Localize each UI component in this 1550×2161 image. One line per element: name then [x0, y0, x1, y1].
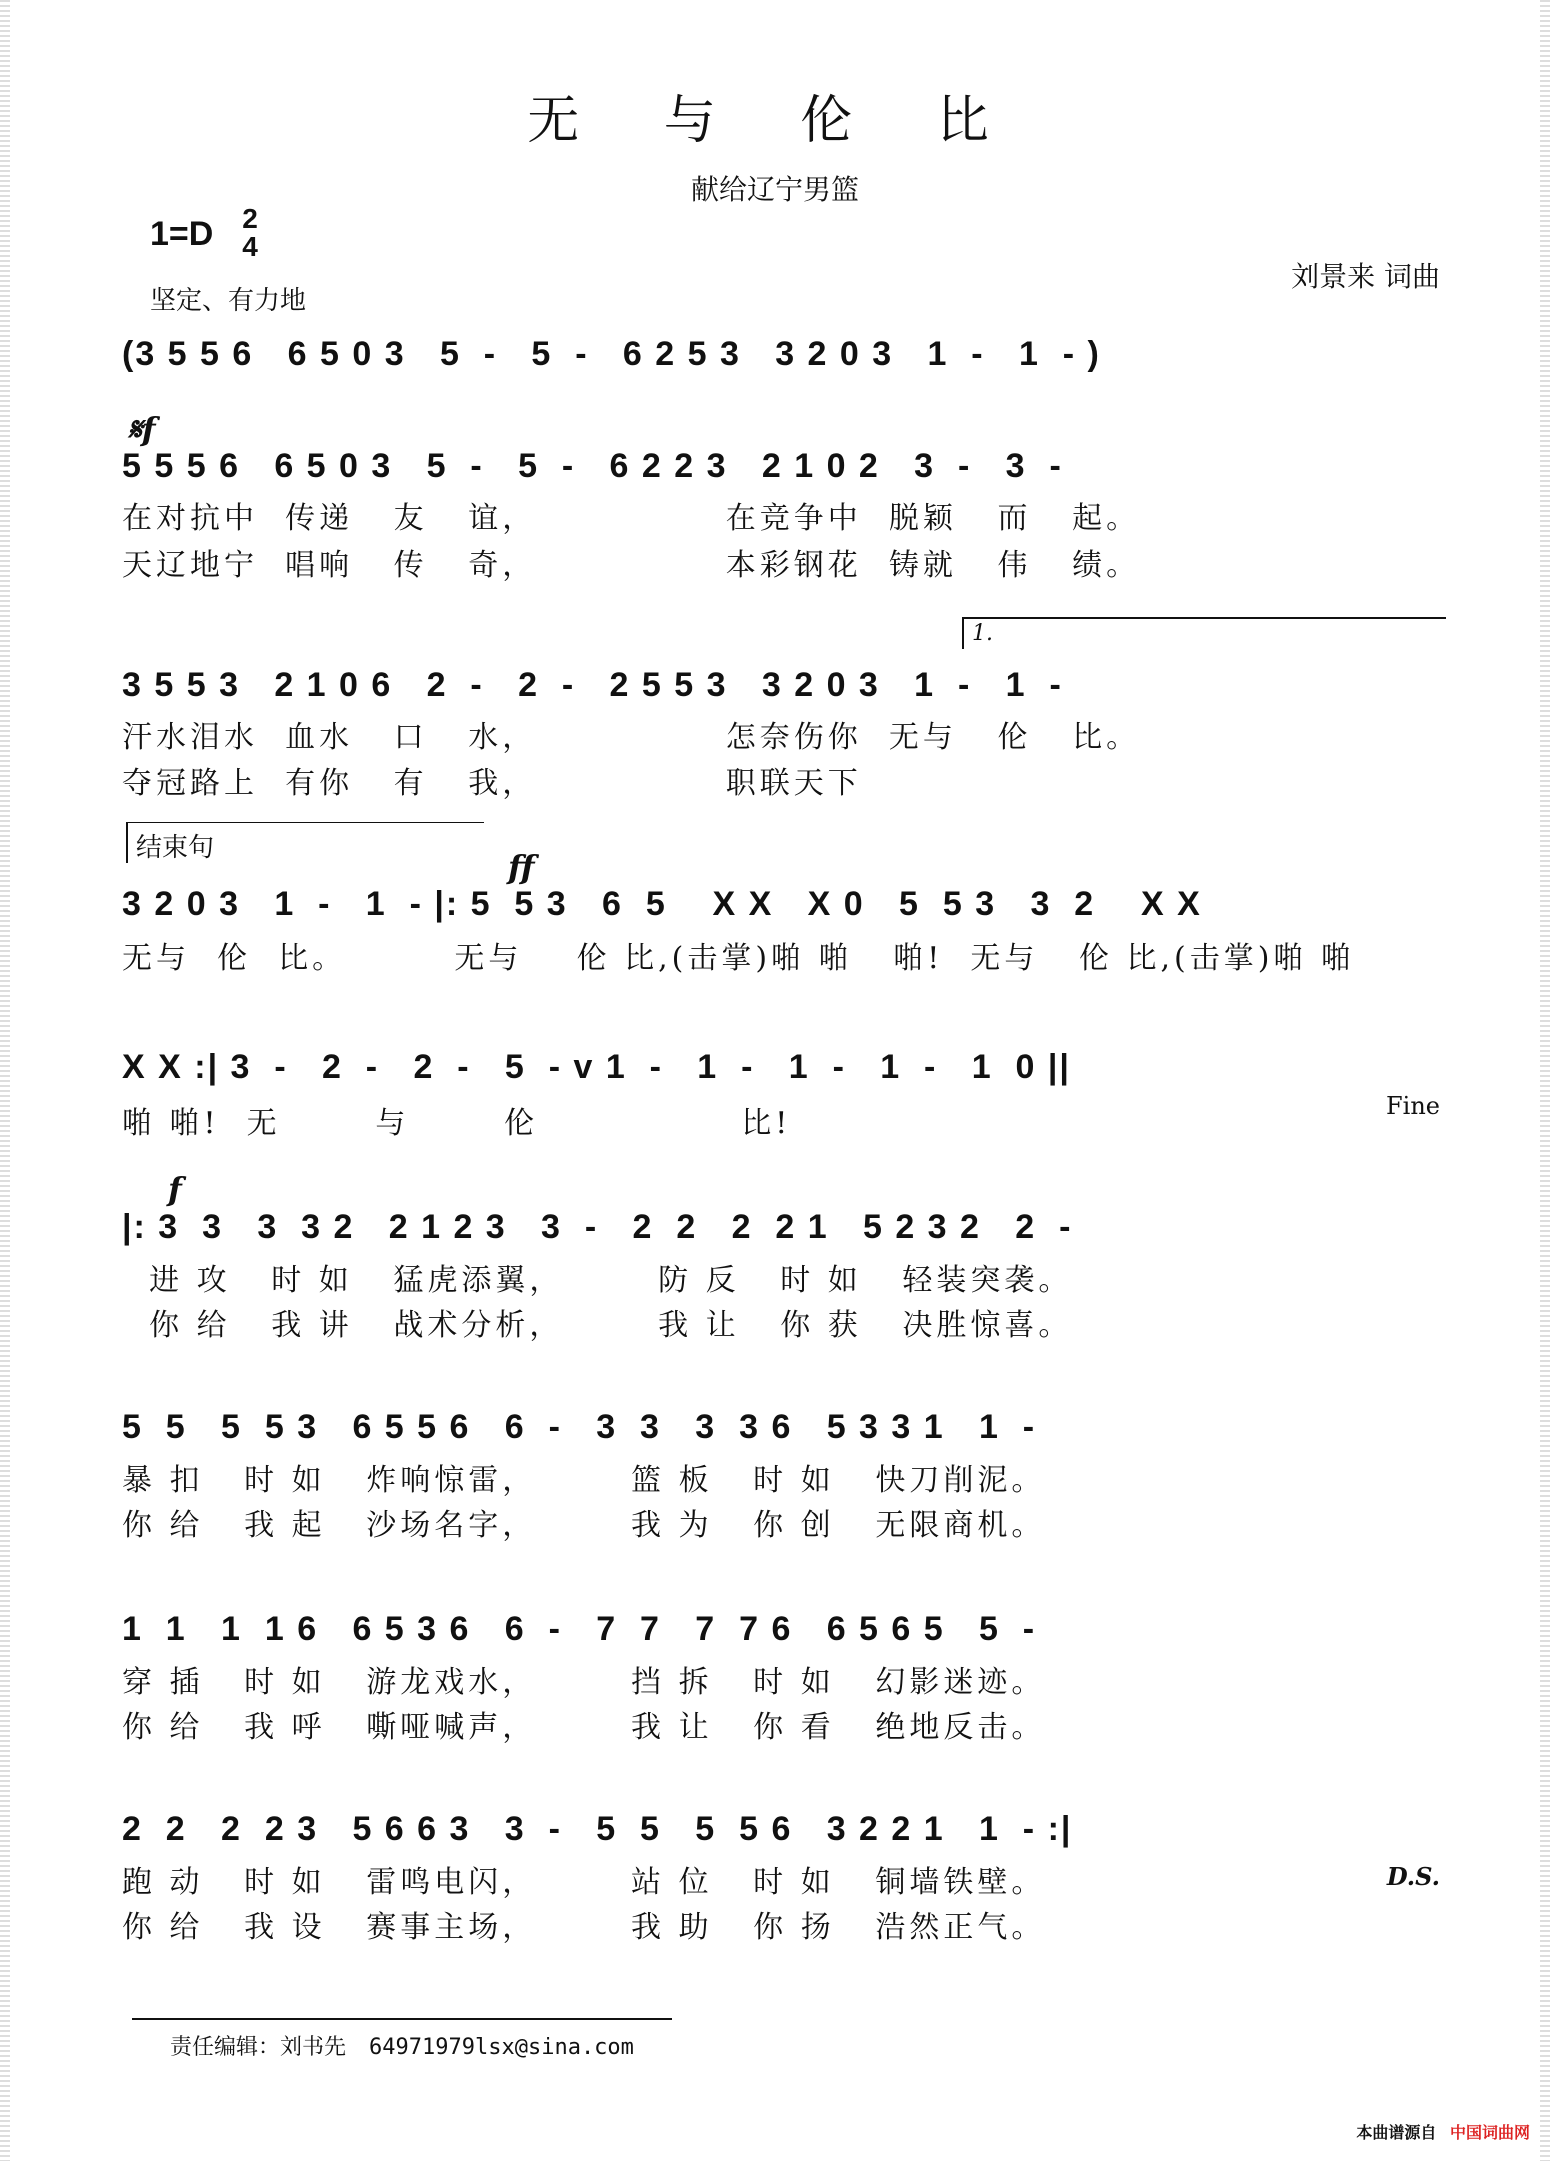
lyric-row-8-verse-1: 穿 插 时 如 游龙戏水， 挡 拆 时 如 幻影迷迹。	[122, 1665, 1046, 1700]
notes-row-1: (3 5 5 6 6 5 0 3 5 - 5 - 6 2 5 3 3 2 0 3 1 - 1 - )	[122, 335, 1101, 373]
lyric-row-3-verse-2: 夺冠路上 有你 有 我， 职联天下	[122, 766, 862, 801]
song-subtitle: 献给辽宁男篮	[690, 173, 859, 206]
notes-row-4: 3 2 0 3 1 - 1 - |: 5 5 3 6 5 X X X 0 5 5 3 3 2 X X	[122, 885, 1202, 923]
author-credit: 刘景来 词曲	[1291, 260, 1440, 293]
page-edge-right	[1540, 0, 1550, 2161]
lyric-row-9-verse-2: 你 给 我 设 赛事主场， 我 助 你 扬 浩然正气。	[122, 1910, 1046, 1945]
notes-row-5: X X :| 3 - 2 - 2 - 5 - v 1 - 1 - 1 - 1 - 1 0 ||	[122, 1048, 1071, 1086]
coda-label: 结束句	[136, 833, 215, 863]
page-edge-left	[0, 0, 10, 2161]
source-label: 本曲谱源自	[1356, 2123, 1437, 2142]
footer-divider	[132, 2018, 672, 2020]
first-ending-bracket	[962, 617, 1446, 649]
first-ending-label: 1.	[972, 621, 993, 646]
lyric-row-6-verse-1: 进 攻 时 如 猛虎添翼， 防 反 时 如 轻装突袭。	[122, 1263, 1073, 1298]
source-credit	[1356, 2120, 1530, 2143]
segno-forte-mark: 𝄋f	[128, 410, 156, 448]
lyric-row-5: 啪 啪! 无 与 伦 比!	[122, 1106, 792, 1141]
lyric-row-7-verse-2: 你 给 我 起 沙场名字， 我 为 你 创 无限商机。	[122, 1508, 1046, 1543]
notes-row-9: 2 2 2 2 3 5 6 6 3 3 - 5 5 5 5 6 3 2 2 1 1 - :|	[122, 1810, 1073, 1848]
lyric-row-3-verse-1: 汗水泪水 血水 口 水， 怎奈伤你 无与 伦 比。	[122, 720, 1141, 755]
notes-row-8: 1 1 1 1 6 6 5 3 6 6 - 7 7 7 7 6 6 5 6 5 5 -	[122, 1610, 1037, 1648]
time-top: 2	[242, 203, 258, 234]
dal-segno-marking: D.S.	[1386, 1862, 1440, 1891]
lyric-row-8-verse-2: 你 给 我 呼 嘶哑喊声， 我 让 你 看 绝地反击。	[122, 1710, 1046, 1745]
footer-credits	[170, 2030, 634, 2061]
song-title: 无 与 伦 比	[527, 91, 1023, 151]
key-signature: 1=D	[150, 215, 214, 253]
source-brand: 中国词曲网	[1449, 2123, 1530, 2142]
time-bottom: 4	[242, 231, 258, 262]
notes-row-3: 3 5 5 3 2 1 0 6 2 - 2 - 2 5 5 3 3 2 0 3 1 - 1 -	[122, 666, 1063, 704]
tempo-marking: 坚定、有力地	[150, 286, 307, 316]
notes-row-6: |: 3 3 3 3 2 2 1 2 3 3 - 2 2 2 2 1 5 2 3 2 2 -	[122, 1208, 1073, 1246]
fine-marking: Fine	[1386, 1092, 1440, 1120]
time-signature	[237, 205, 263, 261]
editor-email: 64971979lsx@sina.com	[369, 2035, 634, 2060]
coda-bracket	[126, 822, 484, 863]
lyric-row-9-verse-1: 跑 动 时 如 雷鸣电闪， 站 位 时 如 铜墙铁壁。	[122, 1865, 1046, 1900]
staff-row-1	[122, 335, 1444, 415]
forte-mark: f	[168, 1170, 182, 1208]
lyric-row-6-verse-2: 你 给 我 讲 战术分析， 我 让 你 获 决胜惊喜。	[122, 1308, 1073, 1343]
editor-credit: 责任编辑：刘书先	[170, 2035, 347, 2060]
lyric-row-2-verse-2: 天辽地宁 唱响 传 奇， 本彩钢花 铸就 伟 绩。	[122, 548, 1141, 583]
lyric-row-2-verse-1: 在对抗中 传递 友 谊， 在竞争中 脱颖 而 起。	[122, 501, 1141, 536]
notes-row-7: 5 5 5 5 3 6 5 5 6 6 - 3 3 3 3 6 5 3 3 1 1 -	[122, 1408, 1037, 1446]
fortissimo-mark: ff	[508, 848, 535, 886]
notes-row-2: 5 5 5 6 6 5 0 3 5 - 5 - 6 2 2 3 2 1 0 2 3 - 3 -	[122, 447, 1063, 485]
lyric-row-4: 无与 伦 比。 无与 伦 比,(击掌)啪 啪 啪! 无与 伦 比,(击掌)啪 啪	[122, 941, 1355, 976]
lyric-row-7-verse-1: 暴 扣 时 如 炸响惊雷， 篮 板 时 如 快刀削泥。	[122, 1463, 1046, 1498]
